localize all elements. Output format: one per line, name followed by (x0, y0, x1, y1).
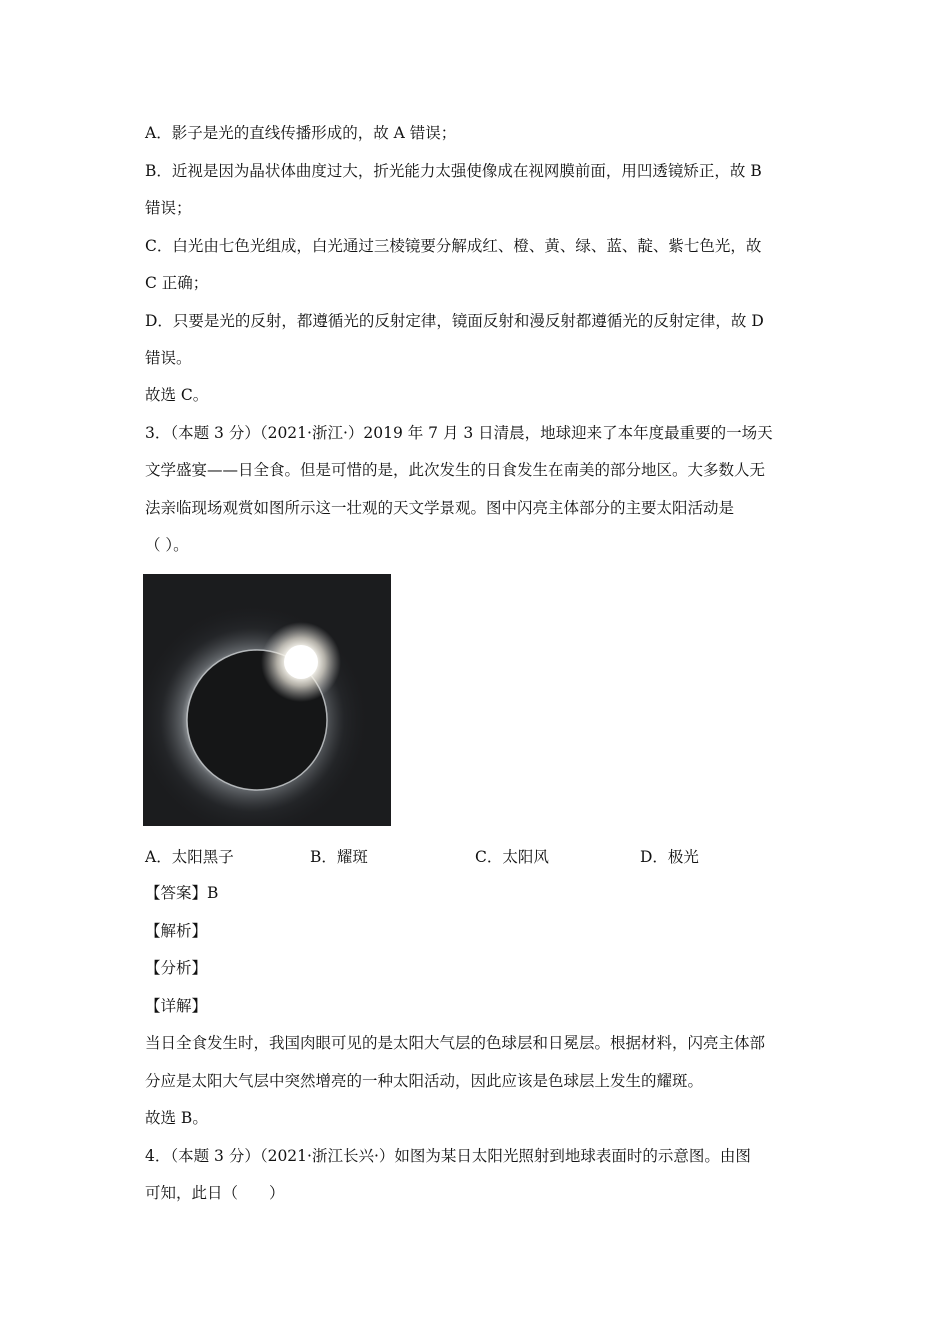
q3-analysis-label: 【解析】 (145, 922, 208, 940)
q3-option-d: D．极光 (640, 848, 699, 866)
q2-option-b-explanation: B．近视是因为晶状体曲度过大，折光能力太强使像成在视网膜前面，用凹透镜矫正，故 B (145, 162, 762, 180)
q2-option-d-explanation: D．只要是光的反射，都遵循光的反射定律，镜面反射和漫反射都遵循光的反射定律，故 D (145, 312, 764, 330)
q3-detail-line-1: 当日全食发生时，我国肉眼可见的是太阳大气层的色球层和日冕层。根据材料，闪亮主体部 (145, 1034, 766, 1052)
q3-final-choice: 故选 B。 (145, 1109, 208, 1127)
q3-fenxi-label: 【分析】 (145, 959, 208, 977)
solar-eclipse-photo (143, 574, 391, 826)
q3-option-b: B．耀斑 (310, 848, 368, 866)
q3-answer: 【答案】B (145, 884, 219, 902)
q3-option-a: A．太阳黑子 (145, 848, 234, 866)
q2-final-choice: 故选 C。 (145, 386, 209, 404)
q2-option-c-explanation: C．白光由七色光组成，白光通过三棱镜要分解成红、橙、黄、绿、蓝、靛、紫七色光，故 (145, 237, 762, 255)
q4-stem-line-1: 4．（本题 3 分）（2021·浙江长兴·）如图为某日太阳光照射到地球表面时的示意图。由图 (145, 1147, 751, 1165)
q3-stem-line-1: 3．（本题 3 分）（2021·浙江·）2019 年 7 月 3 日清晨，地球迎来了本年度最重要的一场天 (145, 424, 773, 442)
q3-detail-line-2: 分应是太阳大气层中突然增亮的一种太阳活动，因此应该是色球层上发生的耀斑。 (145, 1072, 704, 1090)
q3-stem-line-4: （ ）。 (145, 536, 189, 554)
q2-option-c-explanation-cont: C 正确； (145, 274, 209, 292)
q4-stem-line-2: 可知，此日（ ） (145, 1184, 285, 1202)
q3-options (145, 845, 810, 867)
q3-detail-label: 【详解】 (145, 997, 208, 1015)
q3-stem-line-2: 文学盛宴——日全食。但是可惜的是，此次发生的日食发生在南美的部分地区。大多数人无 (145, 461, 766, 479)
q2-option-b-explanation-cont: 错误； (145, 199, 192, 217)
q2-option-a-explanation: A．影子是光的直线传播形成的，故 A 错误； (145, 124, 457, 142)
q3-option-c: C．太阳风 (475, 848, 549, 866)
q3-stem-line-3: 法亲临现场观赏如图所示这一壮观的天文学景观。图中闪亮主体部分的主要太阳活动是 (145, 499, 735, 517)
q2-option-d-explanation-cont: 错误。 (145, 349, 192, 367)
